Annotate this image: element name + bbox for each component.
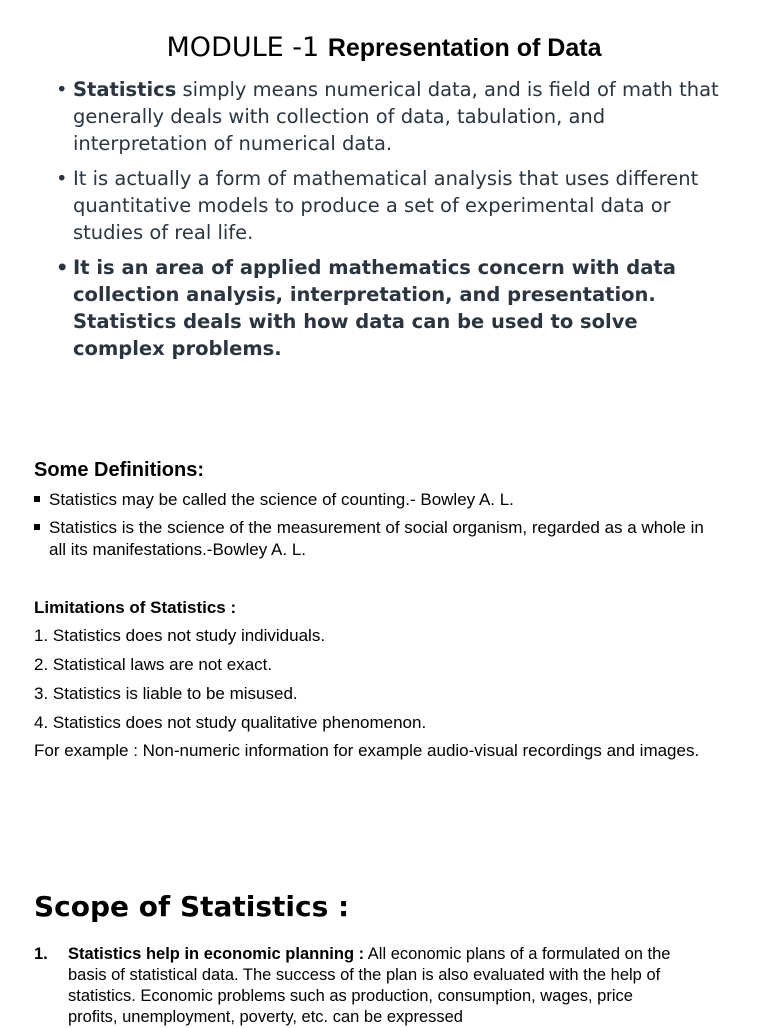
- intro-bullet: [56, 165, 736, 246]
- intro-bullet-bold: Statistics: [73, 78, 177, 101]
- limitations-list: [34, 625, 714, 741]
- title-module: MODULE -1: [166, 32, 328, 63]
- scope-list: [34, 944, 674, 1028]
- title-subject: Representation of Data: [327, 34, 602, 62]
- intro-bullet-bold: It is an area of applied mathematics concern with data collection analysis, interpretation, and presentation. Statistics deals with how data can be used to solve complex problems.: [73, 256, 676, 360]
- limitation-item: 4. Statistics does not study qualitative phenomenon.: [34, 713, 427, 732]
- intro-bullet-list: [56, 76, 736, 370]
- scope-item: [34, 944, 674, 1028]
- limitation-item: 1. Statistics does not study individuals.: [34, 626, 326, 645]
- limitation-item: 3. Statistics is liable to be misused.: [34, 684, 298, 703]
- page-title: [0, 30, 768, 66]
- scope-item-number: 1.: [34, 945, 48, 963]
- scope-item-lead: Statistics help in economic planning :: [68, 945, 365, 963]
- definition-item: Statistics is the science of the measurement of social organism, regarded as a whole in all its manifestations.-Bowley A. L.: [34, 517, 714, 561]
- definitions-heading: Some Definitions:: [34, 459, 205, 481]
- definition-item: Statistics may be called the science of counting.- Bowley A. L.: [34, 489, 714, 511]
- scope-item-text: All economic plans of a formulated on the basis of statistical data. The success of the plan is also evaluated with the help of statistics. Economic problems such as production, consumption, wages, price profits, unemployment, poverty, etc. can be expressed: [68, 945, 671, 1026]
- scope-heading: Scope of Statistics :: [34, 890, 350, 923]
- intro-bullet-text: simply means numerical data, and is field of math that generally deals with collection of data, tabulation, and interpretation of numerical data.: [73, 78, 719, 155]
- limitation-item: 2. Statistical laws are not exact.: [34, 655, 273, 674]
- intro-bullet-text: It is actually a form of mathematical analysis that uses different quantitative models to produce a set of experimental data or studies of real life.: [73, 167, 699, 244]
- intro-bullet: [56, 254, 736, 362]
- limitations-example: For example : Non-numeric information for example audio-visual recordings and images.: [34, 741, 700, 760]
- limitations-heading: Limitations of Statistics :: [34, 598, 237, 617]
- definitions-list: [34, 489, 714, 567]
- intro-bullet: [56, 76, 736, 157]
